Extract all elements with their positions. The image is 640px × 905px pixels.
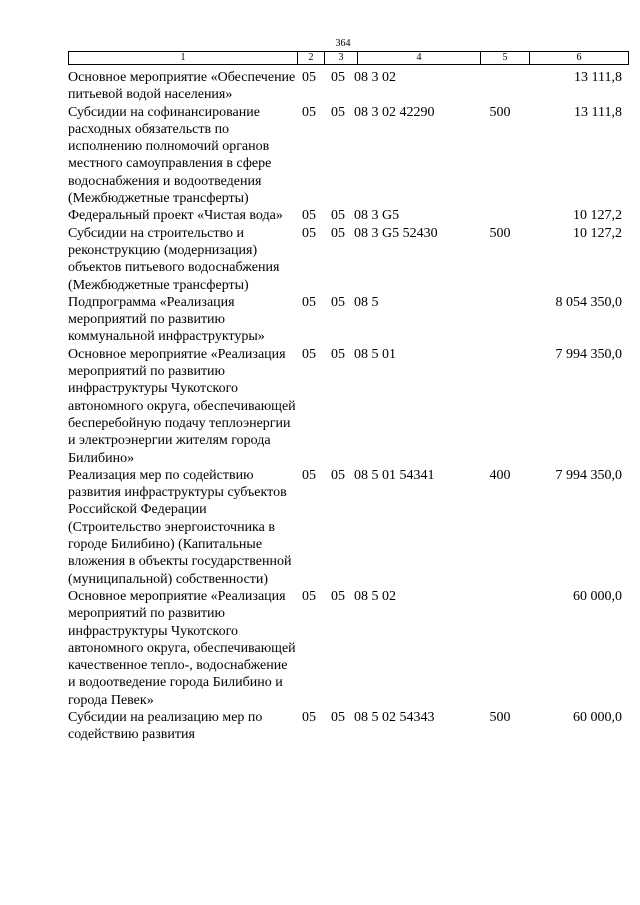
row-name: Субсидии на строительство и реконструкцию (модернизация) объектов питьевого водоснабжения (Межбюджетные трансферты) (68, 225, 280, 293)
table-row (68, 346, 622, 467)
row-section: 05 (302, 104, 316, 120)
table-row (68, 104, 622, 208)
row-section: 05 (302, 588, 316, 604)
row-name: Реализация мер по содействию развития инфраструктуры субъектов Российской Федерации (Строительство энергоисточника в городе Билибино) (Капитальные вложения в объекты государственной (муниципальной) собственности) (68, 467, 292, 587)
row-target-code: 08 3 02 42290 (354, 104, 435, 120)
row-expense-type: 500 (489, 104, 511, 120)
row-target-code: 08 5 02 (354, 588, 396, 604)
row-subsection: 05 (331, 225, 345, 241)
row-expense-type (476, 294, 524, 346)
row-section: 05 (302, 208, 316, 224)
row-expense-type (476, 346, 524, 467)
row-target-code: 08 5 (354, 294, 379, 310)
page-number: 364 (335, 38, 351, 49)
row-subsection: 05 (331, 467, 345, 483)
row-target-code: 08 3 02 (354, 70, 396, 85)
row-section: 05 (302, 709, 316, 725)
row-amount: 13 111,8 (574, 104, 622, 120)
table-row (68, 294, 622, 346)
row-section: 05 (302, 225, 316, 241)
row-subsection: 05 (331, 588, 345, 604)
row-name: Субсидии на софинансирование расходных обязательств по исполнению полномочий органов местного самоуправления в сфере водоснабжения и водоотведения (Межбюджетные трансферты) (68, 104, 272, 207)
row-section: 05 (302, 467, 316, 483)
row-section: 05 (302, 294, 316, 310)
column-header-2: 2 (298, 52, 325, 65)
row-name: Федеральный проект «Чистая вода» (68, 208, 283, 224)
column-header-5: 5 (481, 52, 530, 65)
row-subsection: 05 (331, 346, 345, 362)
row-amount: 10 127,2 (573, 208, 622, 224)
row-amount: 10 127,2 (573, 225, 622, 241)
row-target-code: 08 5 01 54341 (354, 467, 435, 483)
row-name: Основное мероприятие «Обеспечение питьевой водой населения» (68, 70, 296, 103)
row-target-code: 08 5 01 (354, 346, 396, 362)
row-expense-type (476, 207, 524, 224)
row-name: Основное мероприятие «Реализация мероприятий по развитию инфраструктуры Чукотского автономного округа, обеспечивающей качественное тепло-, водоснабжение и водоотведение города Билибино и города Певек» (68, 588, 296, 708)
row-amount: 60 000,0 (573, 588, 622, 604)
row-subsection: 05 (331, 70, 345, 85)
row-name: Подпрограмма «Реализация мероприятий по развитию коммунальной инфраструктуры» (68, 294, 265, 345)
row-subsection: 05 (331, 294, 345, 310)
row-amount: 13 111,8 (574, 70, 622, 85)
row-subsection: 05 (331, 104, 345, 120)
row-expense-type: 500 (489, 709, 511, 725)
table-row (68, 467, 622, 588)
row-section: 05 (302, 346, 316, 362)
row-target-code: 08 3 G5 (354, 208, 400, 224)
column-header-4: 4 (358, 52, 481, 65)
row-target-code: 08 5 02 54343 (354, 709, 435, 725)
row-expense-type (476, 69, 524, 104)
column-header-1: 1 (69, 52, 298, 65)
row-amount: 7 994 350,0 (555, 467, 622, 483)
row-target-code: 08 3 G5 52430 (354, 225, 438, 241)
row-amount: 60 000,0 (573, 709, 622, 725)
row-expense-type (476, 588, 524, 709)
row-subsection: 05 (331, 709, 345, 725)
table-row (68, 207, 622, 224)
row-name: Основное мероприятие «Реализация мероприятий по развитию инфраструктуры Чукотского автономного округа, обеспечивающей бесперебойную подачу теплоэнергии и электроэнергии жителям города Билибино» (68, 346, 296, 466)
row-section: 05 (302, 70, 316, 85)
table-row (68, 69, 622, 104)
row-expense-type: 500 (489, 225, 511, 241)
row-subsection: 05 (331, 208, 345, 224)
row-amount: 7 994 350,0 (555, 346, 622, 362)
column-header-3: 3 (325, 52, 358, 65)
row-name: Субсидии на реализацию мер по содействию развития (68, 709, 263, 743)
table-row (68, 225, 622, 294)
row-expense-type: 400 (489, 467, 511, 483)
budget-table (68, 69, 622, 744)
table-row (68, 588, 622, 709)
row-amount: 8 054 350,0 (555, 294, 622, 310)
column-header-row (68, 51, 629, 65)
table-row (68, 709, 622, 744)
column-header-6: 6 (530, 52, 629, 65)
